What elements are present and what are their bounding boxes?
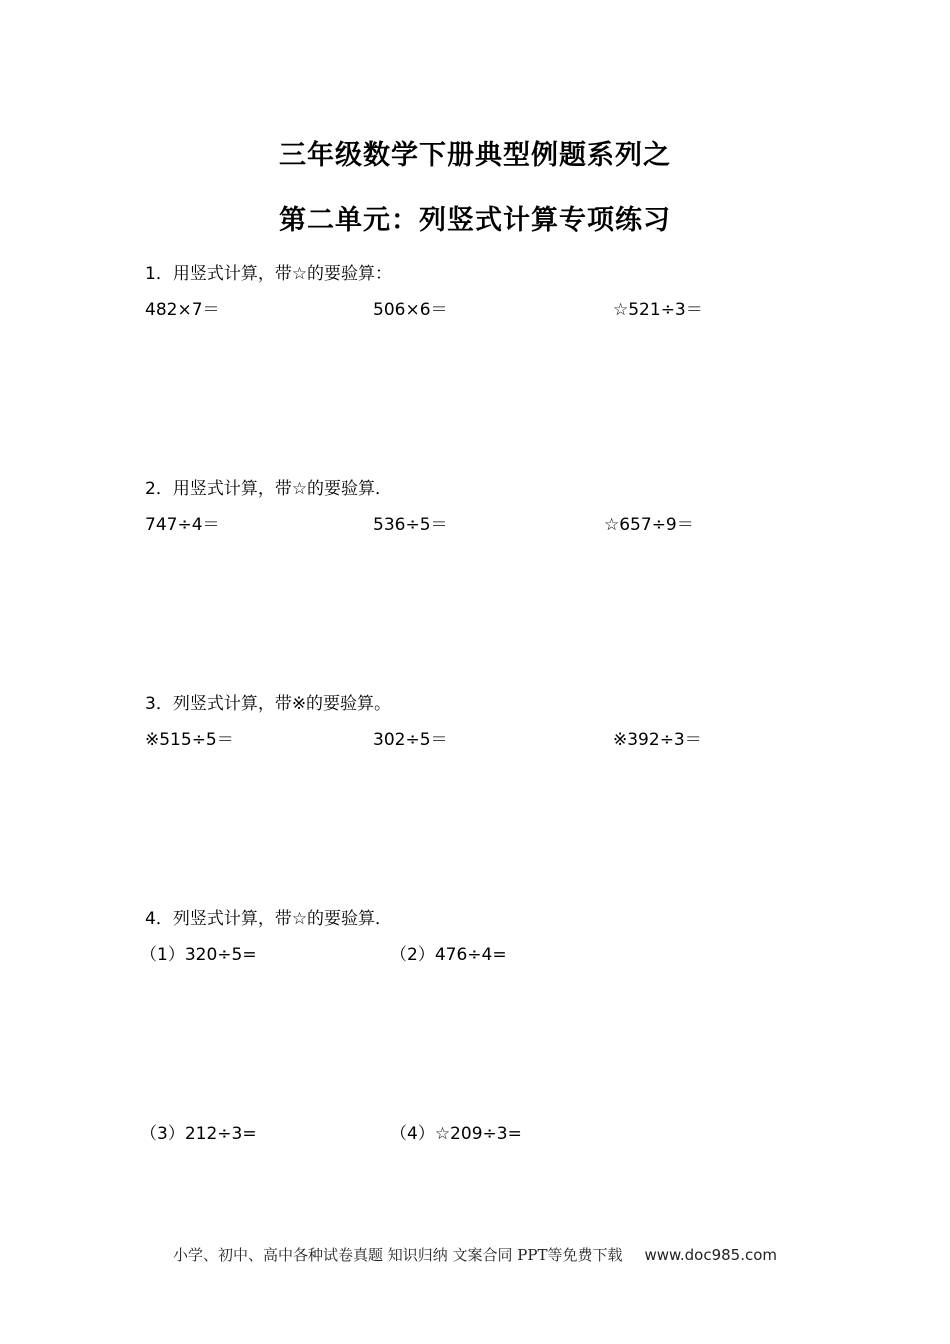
question-4-heading: 4．列竖式计算，带☆的要验算． xyxy=(145,909,393,929)
problem-3-2: 302÷5＝ xyxy=(373,730,448,750)
problem-2-3: ☆657÷9＝ xyxy=(604,515,694,535)
footer-text: 小学、初中、高中各种试卷真题 知识归纳 文案合同 PPT等免费下载 xyxy=(172,1246,623,1264)
problem-4-3: （3）212÷3= xyxy=(140,1124,257,1144)
question-1-heading: 1．用竖式计算，带☆的要验算： xyxy=(145,264,393,284)
document-title-line2: 第二单元：列竖式计算专项练习 xyxy=(279,205,671,236)
footer-url[interactable]: www.doc985.com xyxy=(644,1246,778,1264)
problem-1-2: 506×6＝ xyxy=(373,300,448,320)
question-3-heading: 3．列竖式计算，带※的要验算。 xyxy=(145,694,392,714)
problem-1-1: 482×7＝ xyxy=(145,300,220,320)
question-2-heading: 2．用竖式计算，带☆的要验算． xyxy=(145,479,393,499)
problem-2-1: 747÷4＝ xyxy=(145,515,220,535)
problem-2-2: 536÷5＝ xyxy=(373,515,448,535)
page-footer xyxy=(0,1244,950,1265)
problem-4-2: （2）476÷4= xyxy=(390,945,507,965)
problem-1-3: ☆521÷3＝ xyxy=(613,300,703,320)
problem-4-1: （1）320÷5= xyxy=(140,945,257,965)
problem-4-4: （4）☆209÷3= xyxy=(390,1124,522,1144)
document-title-line1: 三年级数学下册典型例题系列之 xyxy=(279,140,671,171)
problem-3-3: ※392÷3＝ xyxy=(613,730,702,750)
problem-3-1: ※515÷5＝ xyxy=(145,730,234,750)
